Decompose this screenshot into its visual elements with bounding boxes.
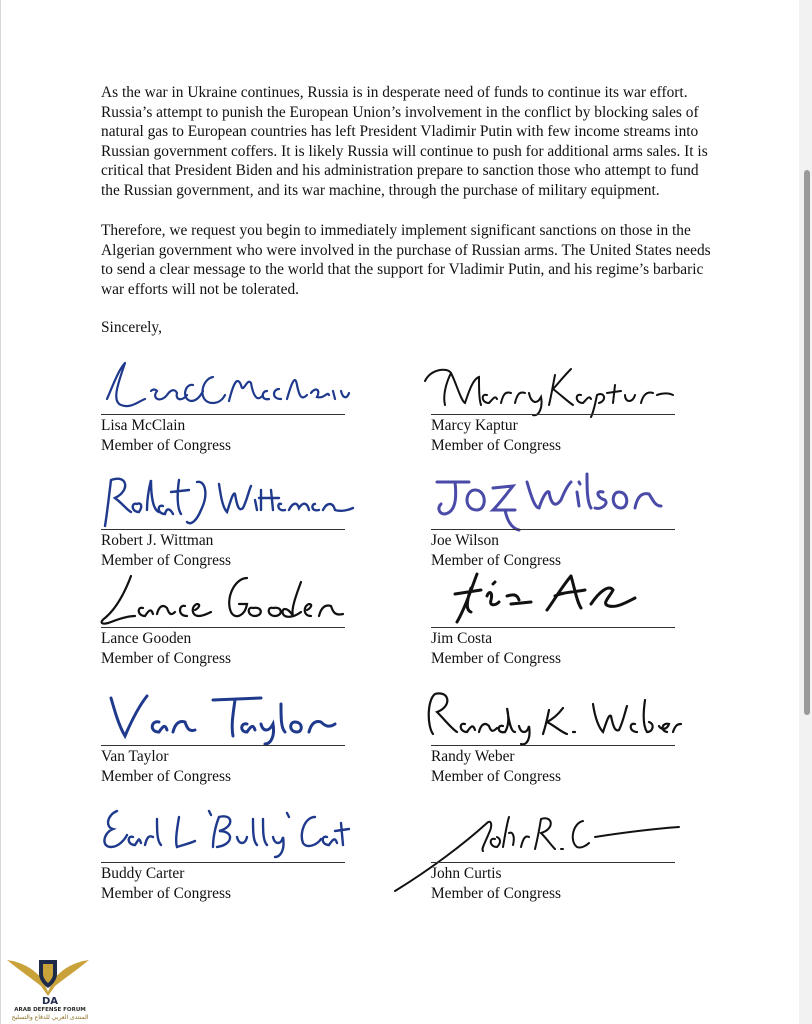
signature-line (431, 745, 675, 746)
signatory-name: Lisa McClain (101, 417, 186, 434)
scrollbar[interactable] (804, 170, 810, 715)
handwritten-signature-weber (423, 686, 685, 748)
signatory-title: Member of Congress (431, 552, 561, 569)
signatory-title: Member of Congress (431, 437, 561, 454)
signatory-title: Member of Congress (101, 437, 231, 454)
letter-closing: Sincerely, (101, 319, 162, 336)
signature-line (431, 414, 675, 415)
handwritten-signature-wittman (101, 470, 361, 532)
eagle-shield-icon (5, 952, 91, 996)
signature-line (431, 862, 675, 863)
logo-title: ARAB DEFENSE FORUM (14, 1007, 86, 1013)
signatory-name: Joe Wilson (431, 532, 499, 549)
signature-line (101, 529, 345, 530)
letter-paragraph-2: Therefore, we request you begin to immediately implement significant sanctions on those in the Algerian government who were involved in the purchase of Russian arms. The United States needs to send a clear message to the world that the support for Vladimir Putin, and his regime’s barbaric war efforts will not be tolerated. (101, 222, 711, 298)
handwritten-signature-wilson (431, 460, 691, 534)
signatory-name: Robert J. Wittman (101, 532, 214, 549)
signatory-title: Member of Congress (101, 768, 231, 785)
signature-line (101, 862, 345, 863)
signature-line (101, 414, 345, 415)
signature-line (101, 745, 345, 746)
handwritten-signature-taylor (101, 686, 351, 746)
handwritten-signature-carter (97, 799, 351, 865)
signature-line (101, 627, 345, 628)
signatory-title: Member of Congress (101, 650, 231, 667)
signatory-name: Lance Gooden (101, 630, 192, 647)
signatory-name: Marcy Kaptur (431, 417, 518, 434)
handwritten-signature-mcclain (101, 355, 351, 415)
letter-paragraph-1: As the war in Ukraine continues, Russia is in desperate need of funds to continue its war effort. Russia’s attempt to punish the European Union’s involvement in the conflict by blocking sales of natural gas to European countries has left President Vladimir Putin with few income streams into Russian government coffers. It is likely Russia will continue to push for additional arms sales. It is critical that President Biden and his administration prepare to sanction those who attempt to fund the Russian government, and its war machine, through the purchase of military equipment. (101, 84, 708, 199)
signatory-name: Van Taylor (101, 748, 169, 765)
handwritten-signature-gooden (95, 568, 359, 630)
signatory-name: Randy Weber (431, 748, 515, 765)
signature-line (431, 529, 675, 530)
signatory-name: Jim Costa (431, 630, 493, 647)
signatory-title: Member of Congress (431, 768, 561, 785)
signatory-title: Member of Congress (101, 552, 231, 569)
arab-defense-forum-logo (5, 952, 91, 1020)
signatory-name: Buddy Carter (101, 865, 185, 882)
signatory-title: Member of Congress (101, 885, 231, 902)
signature-line (431, 627, 675, 628)
signatory-title: Member of Congress (431, 885, 561, 902)
handwritten-signature-costa (451, 560, 651, 630)
handwritten-signature-kaptur (421, 355, 681, 415)
logo-subtitle: المنتدى العربي للدفاع والتسليح (11, 1014, 89, 1021)
signatory-name: John Curtis (431, 865, 502, 882)
signatory-title: Member of Congress (431, 650, 561, 667)
logo-abbr: DA (41, 996, 59, 1007)
